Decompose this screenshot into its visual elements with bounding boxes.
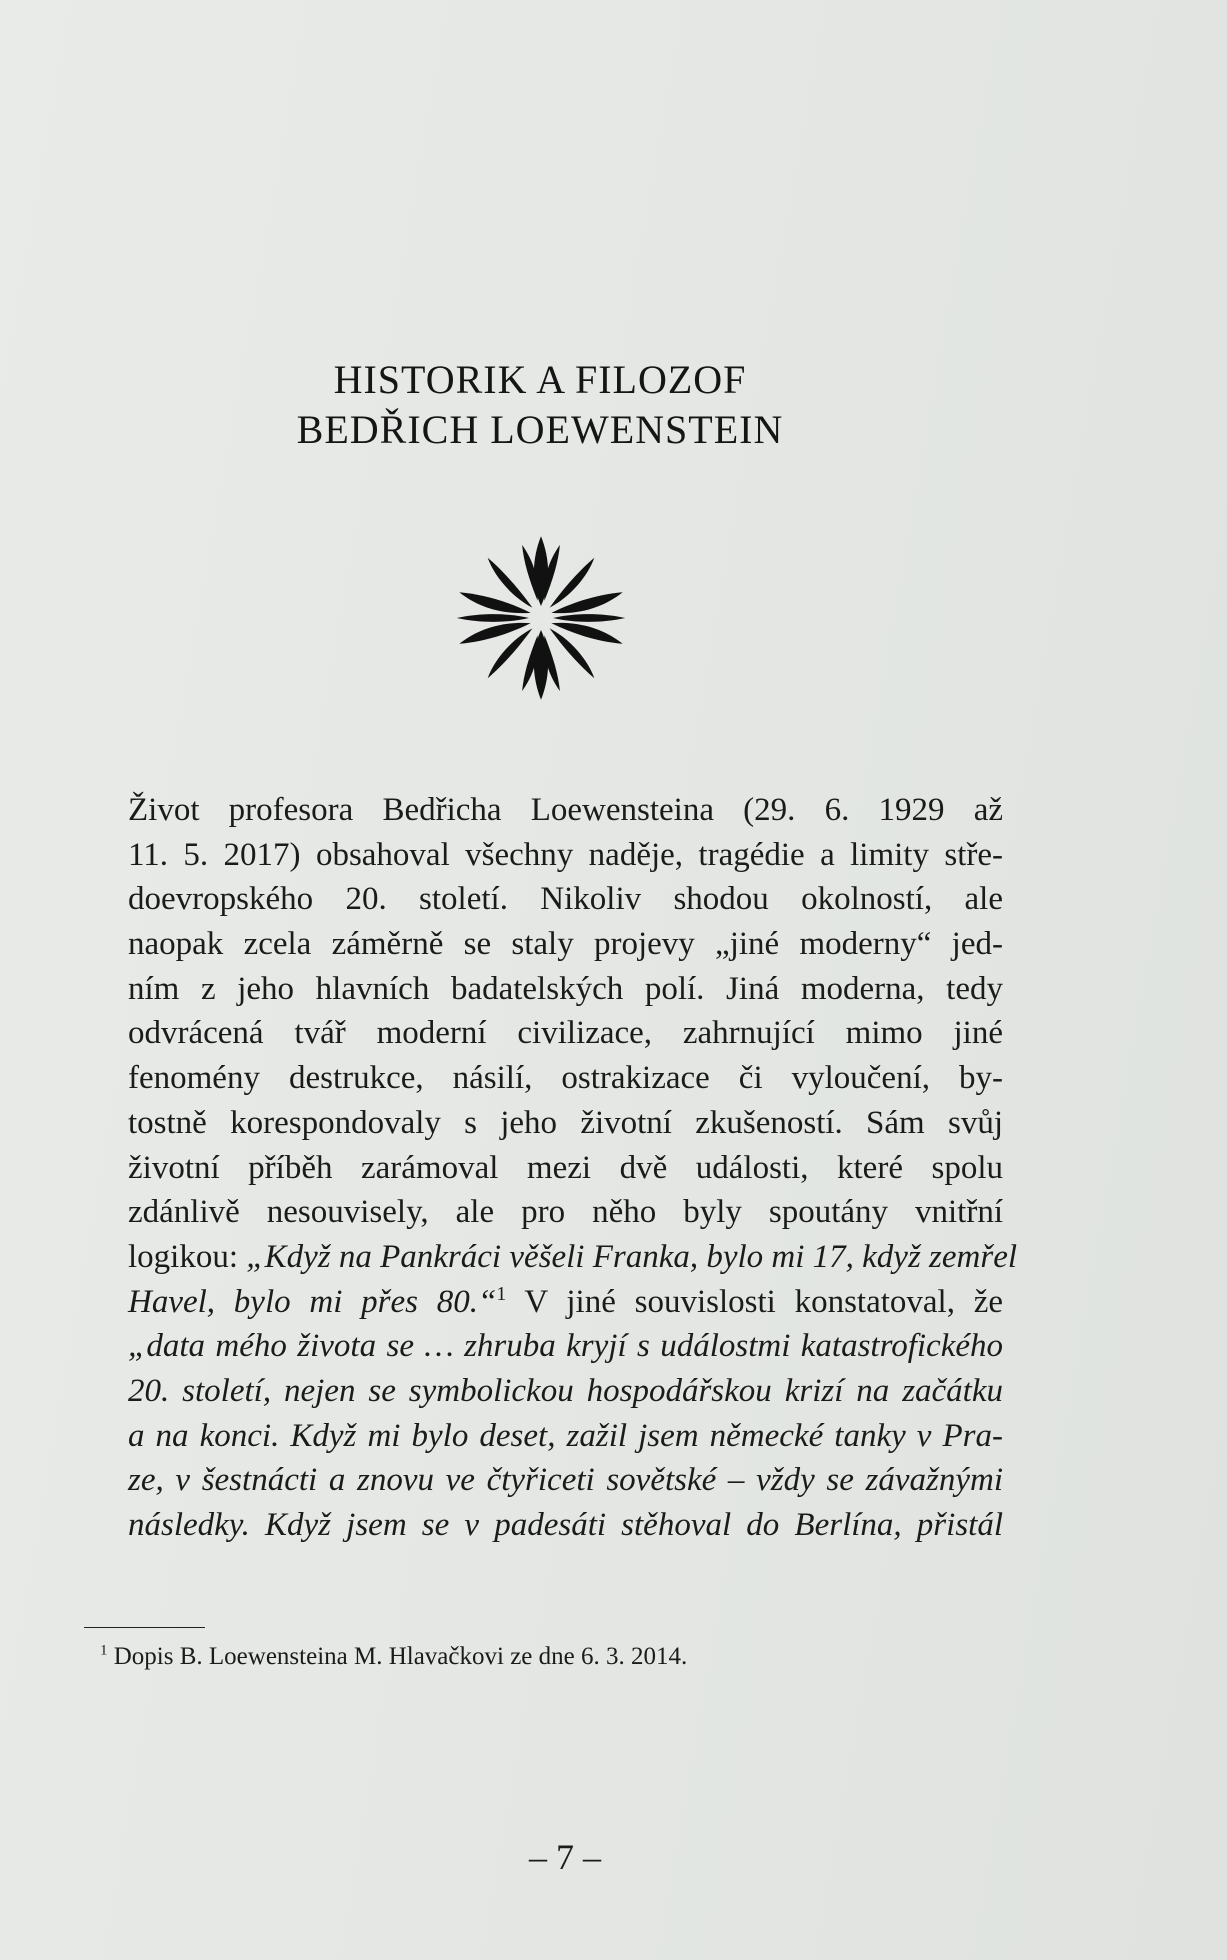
text-line [128, 1458, 1003, 1503]
quoted-text: „Když na Pankráci věšeli Franka, bylo mi 17, když zemřel [246, 1238, 1018, 1275]
text-line [128, 1190, 1003, 1235]
text-segment: odvrácená tvář moderní civilizace, zahrnující mimo jiné [128, 1015, 1003, 1052]
text-segment: životní příběh zarámoval mezi dvě události, které spolu [128, 1149, 1003, 1186]
footnote-marker: 1 [100, 1642, 108, 1659]
text-line [128, 1235, 1018, 1280]
text-line [128, 877, 1003, 922]
quoted-text: „data mého života se … zhruba kryjí s událostmi katastrofického [128, 1328, 1003, 1365]
quoted-text: 20. století, nejen se symbolickou hospodářskou krizí na začátku [128, 1372, 1003, 1409]
text-segment: ním z jeho hlavních badatelských polí. Jiná moderna, tedy [128, 970, 1003, 1007]
text-line [128, 1280, 1003, 1325]
text-line [128, 1011, 1003, 1056]
footnote-reference: 1 [496, 1282, 507, 1305]
text-line [128, 788, 1003, 833]
text-segment: fenomény destrukce, násilí, ostrakizace či vyloučení, by- [128, 1060, 1003, 1097]
text-segment: zdánlivě nesouvisely, ale pro něho byly spoutány vnitřní [128, 1194, 1003, 1231]
text-segment: V jiné souvislosti konstatoval, že [506, 1283, 1004, 1320]
text-line [128, 1101, 1003, 1146]
text-segment: Život profesora Bedřicha Loewensteina (29. 6. 1929 až [128, 792, 1003, 828]
text-segment: tostně korespondovaly s jeho životní zkušeností. Sám svůj [128, 1104, 1003, 1141]
text-segment: doevropského 20. století. Nikoliv shodou okolností, ale [128, 881, 1003, 918]
quoted-text: následky. Když jsem se v padesáti stěhoval do Berlína, přistál [128, 1507, 1003, 1543]
text-segment: 11. 5. 2017) obsahoval všechny naděje, tragédie a limity stře- [128, 836, 1003, 873]
text-line [128, 1369, 1003, 1414]
quoted-text: a na konci. Když mi bylo deset, zažil jsem německé tanky v Pra- [128, 1417, 1003, 1454]
chapter-title [0, 355, 1080, 455]
text-line [128, 922, 1003, 967]
text-line [128, 833, 1003, 878]
footnote-text: Dopis B. Loewensteina M. Hlavačkovi ze dne 6. 3. 2014. [113, 1643, 688, 1670]
quoted-text: ze, v šestnácti a znovu ve čtyřiceti sovětské – vždy se závažnými [128, 1462, 1003, 1499]
chapter-title-line-2: BEDŘICH LOEWENSTEIN [296, 407, 784, 452]
text-line [128, 1324, 1003, 1369]
footnote-divider [84, 1627, 205, 1628]
footnote [100, 1640, 687, 1674]
text-line [128, 1414, 1003, 1459]
fleuron-ornament-icon [450, 532, 632, 704]
text-segment: logikou: [128, 1238, 247, 1275]
page-number: – 7 – [529, 1837, 601, 1877]
text-line [128, 967, 1003, 1012]
text-line [128, 1146, 1003, 1191]
body-paragraph [128, 788, 1018, 1548]
text-segment: naopak zcela záměrně se staly projevy „jiné moderny“ jed- [128, 926, 1003, 963]
quoted-text: Havel, bylo mi přes 80.“ [128, 1283, 497, 1320]
text-line [128, 1503, 1003, 1548]
text-line [128, 1056, 1003, 1101]
chapter-title-line-1: HISTORIK A FILOZOF [333, 357, 747, 402]
